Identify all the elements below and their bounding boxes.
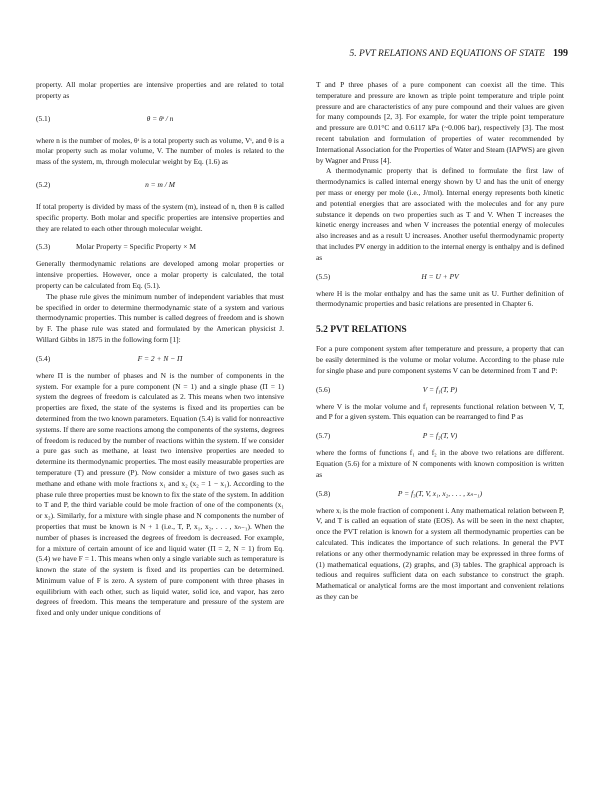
equation-5-6 [316,379,564,400]
paragraph: property. All molar properties are intensive properties and are related to total property as [36,80,284,100]
equation-number: (5.3) [36,242,51,252]
equation-expression: θ = θᵗ / n [146,113,174,123]
equation-expression: n = m / M [145,179,175,189]
running-title: 5. PVT RELATIONS AND EQUATIONS OF STATE [349,49,545,59]
equation-expression: P = f₂(T, V) [422,431,458,441]
equation-number: (5.5) [316,271,331,281]
equation-expression: F = 2 + N − Π [137,353,183,363]
page-number: 199 [553,48,568,59]
paragraph: Generally thermodynamic relations are developed among molar properties or intensive properties. However, once a molar property is calculated, the total property can be calculated from Eq. (5.1). [36,259,284,290]
paragraph: where H is the molar enthalpy and has the same unit as U. Further definition of thermodynamic properties and basic relations are presented in Chapter 6. [316,288,564,309]
equation-expression: V = f₁(T, P) [422,384,458,394]
equation-number: (5.8) [316,488,331,498]
paragraph: If total property is divided by mass of the system (m), instead of n, then θ is called specific property. Both molar and specific properties are intensive properties and they are related to each other through molecular weight. [36,201,284,233]
section-title: 5.2 PVT RELATIONS [316,325,407,336]
equation-number: (5.1) [36,113,51,123]
equation-number: (5.2) [36,179,51,189]
paragraph: For a pure component system after temperature and pressure, a property that can be easily determined is the volume or molar volume. According to the phase rule for single phase and pure component systems V can be determined from T and P: [316,344,564,375]
paragraph: where xᵢ is the mole fraction of component i. Any mathematical relation between P, V, and T is called an equation of state (EOS). As will be seen in the next chapter, once the PVT relation is known for a system all thermodynamic properties can be calculated. This indicates the importance of such relations. In general the PVT relations or any other thermodynamic relation may be expressed in three forms of (1) mathematical equations, (2) graphs, and (3) tables. The graphical approach is tedious and requires sufficient data on each substance to construct the graph. Mathematical or analytical forms are the most important and convenient relations as they can be [316,505,564,601]
equation-expression: Molar Property = Specific Property × M [76,242,196,252]
equation-5-5 [316,266,564,287]
running-header [300,48,568,64]
equation-number: (5.7) [316,431,331,441]
paragraph: where V is the molar volume and f₁ represents functional relation between V, T, and P for a given system. This equation can be rearranged to find P as [316,401,564,422]
paragraph: where n is the number of moles, θᵗ is a total property such as volume, Vᵗ, and θ is a molar property such as molar volume, V. The number of moles is related to the mass of the system, m, through molecular weight by Eq. (1.6) as [36,135,284,167]
left-column [36,80,284,619]
equation-5-2 [36,170,284,200]
paragraph: where Π is the number of phases and N is the number of components in the system. For example for a pure component (N = 1) and a single phase (Π = 1) system the degrees of freedom is calculated as 2. This means when two intensive properties are fixed, the state of the systems is fixed and its properties can be determined from the two known parameters. Equation (5.4) is valid for nonreactive systems. If there are some reactions among the components of the systems, degrees of freedom is reduced by the number of reactions within the system. If we consider a pure gas such as methane, at least two intensive properties are needed to determine its thermodynamic properties. The most easily measurable properties are temperature (T) and pressure (P). Now consider a mixture of two gases such as methane and ethane with mole fractions x₁ and x₂ (x₂ = 1 − x₁). According to the phase rule three properties must be known to fix the state of the system. In addition to T and P, the third variable could be mole fraction of one of the components (x₁ or x₂). Similarly, for a mixture with single phase and N components the number of properties that must be known is N + 1 (i.e., T, P, x₁, x₂, . . . , xₙ₋₁). When the number of phases is increased the degrees of freedom is decreased. For example, for a mixture of certain amount of ice and liquid water (Π = 2, N = 1) from Eq. (5.4) we have F = 1. This means when only a single variable such as temperature is known the state of the system is fixed and its properties can be determined. Minimum value of F is zero. A system of pure component with three phases in equilibrium with each other, such as liquid water, solid ice, and vapor, has zero degrees of freedom. This means the temperature and pressure of the system are fixed and only under unique conditions of [36,370,284,618]
equation-5-8 [316,483,564,504]
equation-5-7 [316,425,564,446]
paragraph: T and P three phases of a pure component can coexist all the time. This temperature and pressure are known as triple point temperature and triple point pressure and are characteristics of any pure compound and their values are given for many compounds [2, 3]. For example, for water the triple point temperature and pressure are 0.01°C and 0.6117 kPa (~0.006 bar), respectively [3]. The most recent tabulation and formulation of properties of water recommended by International Association for the Properties of Water and Steam (IAPWS) are given by Wagner and Pruss [4]. [316,80,564,165]
equation-5-4 [36,348,284,369]
equation-5-1 [36,104,284,134]
equation-expression: P = f₃(T, V, x₁, x₂, . . . , xₙ₋₁) [397,488,483,498]
equation-number: (5.4) [36,353,51,363]
paragraph: The phase rule gives the minimum number of independent variables that must be specified in order to determine thermodynamic state of a system and various thermodynamic properties. This number is called degrees of freedom and is shown by F. The phase rule was stated and formulated by the American physicist J. Willard Gibbs in 1875 in the following form [1]: [36,291,284,344]
paragraph: where the forms of functions f₁ and f₂ in the above two relations are different. Equation (5.6) for a mixture of N components with known composition is written as [316,448,564,479]
equation-number: (5.6) [316,384,331,394]
equation-5-3 [36,236,284,257]
paragraph: A thermodynamic property that is defined to formulate the first law of thermodynamics is called internal energy shown by U and has the unit of energy per mass or energy per mole (i.e., J/mol). Internal energy represents both kinetic and potential energies that are associated with the molecules and for any pure substance it depends on two properties such as T and V. When T increases the kinetic energy increases and when V increases the potential energy of molecules also increases and as a result U increases. Another useful thermodynamic property that includes PV energy in addition to the internal energy is enthalpy and is defined as [316,166,564,262]
equation-expression: H = U + PV [421,271,459,281]
right-column [316,80,564,603]
